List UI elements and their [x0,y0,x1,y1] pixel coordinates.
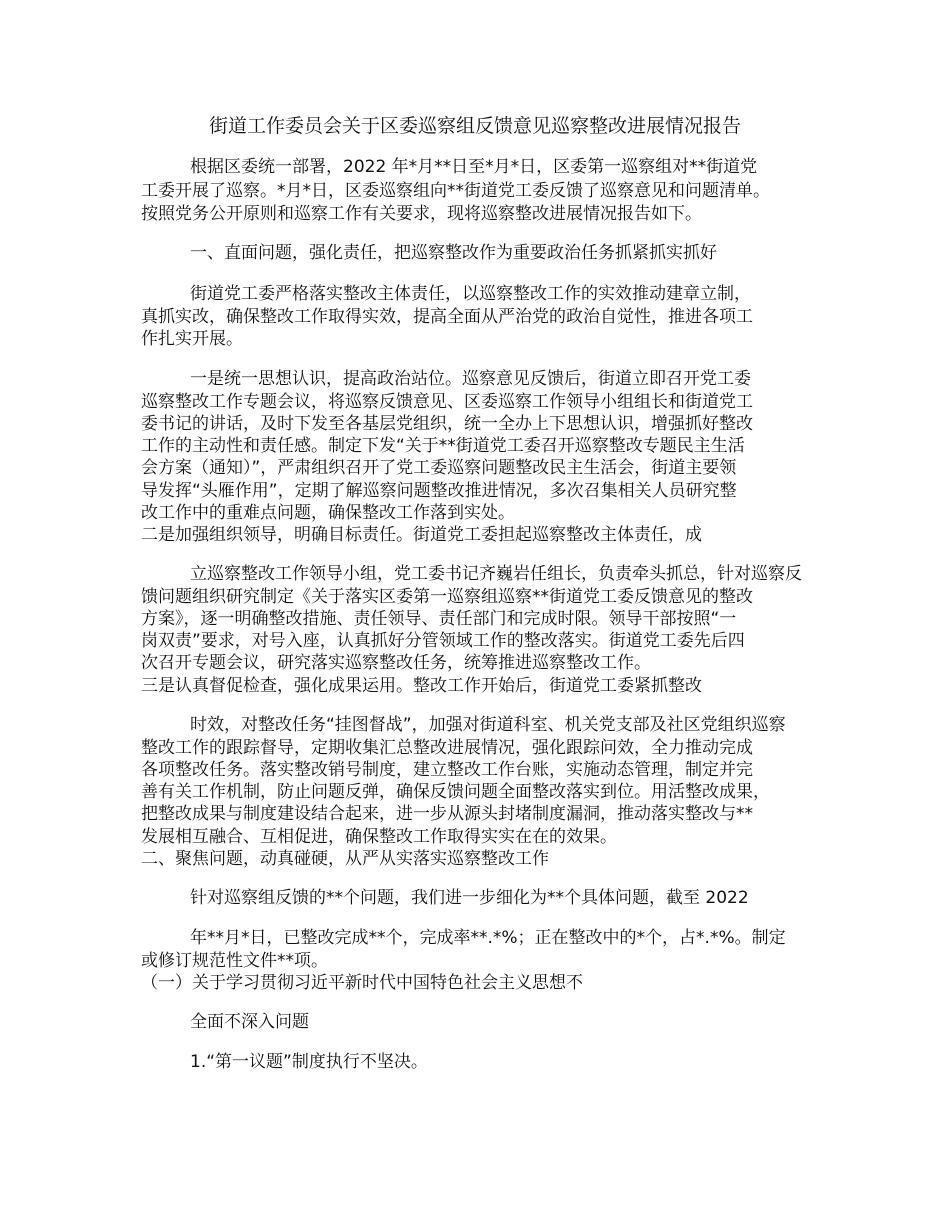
section-heading-2: 针对巡察组反馈的**个问题，我们进一步细化为**个具体问题，截至 2022 [190,888,749,908]
para-3-line-2: 馈问题组织研究制定《关于落实区委第一巡察组巡察**街道党工委反馈意见的整改 [141,587,753,607]
para-1-line-2: 真抓实改，确保整改工作取得实效，提高全面从严治党的政治自觉性，推进各项工 [141,307,753,327]
para-4-line-4: 善有关工作机制，防止问题反弹，确保反馈问题全面整改落实到位。用活整改成果， [141,782,770,802]
para-2-line-3: 委书记的讲话，及时下发至各基层党组织，统一全办上下思想认识，增强抓好整改 [141,414,753,434]
para-intro-line-1: 根据区委统一部署，2022 年*月**日至*月*日，区委第一巡察组对**街道党 [190,157,758,177]
para-2-line-6: 导发挥“头雁作用”，定期了解巡察问题整改推进情况，多次召集相关人员研究整 [141,481,737,501]
para-4-line-7: 二、聚焦问题，动真碰硬，从严从实落实巡察整改工作 [141,849,549,869]
para-intro-line-3: 按照党务公开原则和巡察工作有关要求，现将巡察整改进展情况报告如下。 [141,204,702,224]
para-intro-line-2: 工委开展了巡察。*月*日，区委巡察组向**街道党工委反馈了巡察意见和问题清单。 [141,181,770,201]
section-heading-1: 一、直面问题，强化责任，把巡察整改作为重要政治任务抓紧抓实抓好 [190,243,717,263]
para-2-line-1: 一是统一思想认识，提高政治站位。巡察意见反馈后，街道立即召开党工委 [190,369,751,389]
para-1-line-3: 作扎实开展。 [141,329,243,349]
para-1-line-1: 街道党工委严格落实整改主体责任，以巡察整改工作的实效推动建章立制， [190,284,751,304]
document-title: 街道工作委员会关于区委巡察组反馈意见巡察整改进展情况报告 [208,115,741,137]
subsection-heading-line-2: 1.“第一议题”制度执行不坚决。 [190,1052,428,1072]
para-2-line-7: 改工作中的重难点问题，确保整改工作落到实处。 [141,503,515,523]
para-2-line-2: 巡察整改工作专题会议，将巡察反馈意见、区委巡察工作领导小组组长和街道党工 [141,392,753,412]
para-2-line-8: 二是加强组织领导，明确目标责任。街道党工委担起巡察整改主体责任，成 [141,525,702,545]
para-5-line-3: （一）关于学习贯彻习近平新时代中国特色社会主义思想不 [141,973,583,993]
para-4-line-5: 把整改成果与制度建设结合起来，进一步从源头封堵制度漏洞，推动落实整改与** [141,804,753,824]
subsection-heading-line-1: 全面不深入问题 [190,1012,309,1032]
para-4-line-6: 发展相互融合、互相促进，确保整改工作取得实实在在的效果。 [141,827,617,847]
para-3-line-5: 次召开专题会议，研究落实巡察整改任务，统筹推进巡察整改工作。 [141,653,651,673]
para-5-line-1: 年**月*日，已整改完成**个，完成率**.*%；正在整改中的*个，占*.*%。制定 [190,928,786,948]
para-3-line-4: 岗双责”要求，对号入座，认真抓好分管领域工作的整改落实。街道党工委先后四 [141,631,745,651]
para-4-line-1: 时效，对整改任务“挂图督战”，加强对街道科室、机关党支部及社区党组织巡察 [190,715,786,735]
para-3-line-6: 三是认真督促检查，强化成果运用。整改工作开始后，街道党工委紧抓整改 [141,676,702,696]
para-3-line-3: 方案》，逐一明确整改措施、责任领导、责任部门和完成时限。领导干部按照“一 [141,609,737,629]
para-5-line-2: 或修订规范性文件**项。 [141,951,328,971]
para-2-line-4: 工作的主动性和责任感。制定下发“关于**街道党工委召开巡察整改专题民主生活 [141,436,745,456]
para-2-line-5: 会方案（通知）”，严肃组织召开了党工委巡察问题整改民主生活会，街道主要领 [141,458,737,478]
para-3-line-1: 立巡察整改工作领导小组，党工委书记齐巍岩任组长，负责牵头抓总，针对巡察反 [190,564,802,584]
para-4-line-3: 各项整改任务。落实整改销号制度，建立整改工作台账，实施动态管理，制定并完 [141,760,753,780]
para-4-line-2: 整改工作的跟踪督导，定期收集汇总整改进展情况，强化跟踪问效，全力推动完成 [141,738,753,758]
